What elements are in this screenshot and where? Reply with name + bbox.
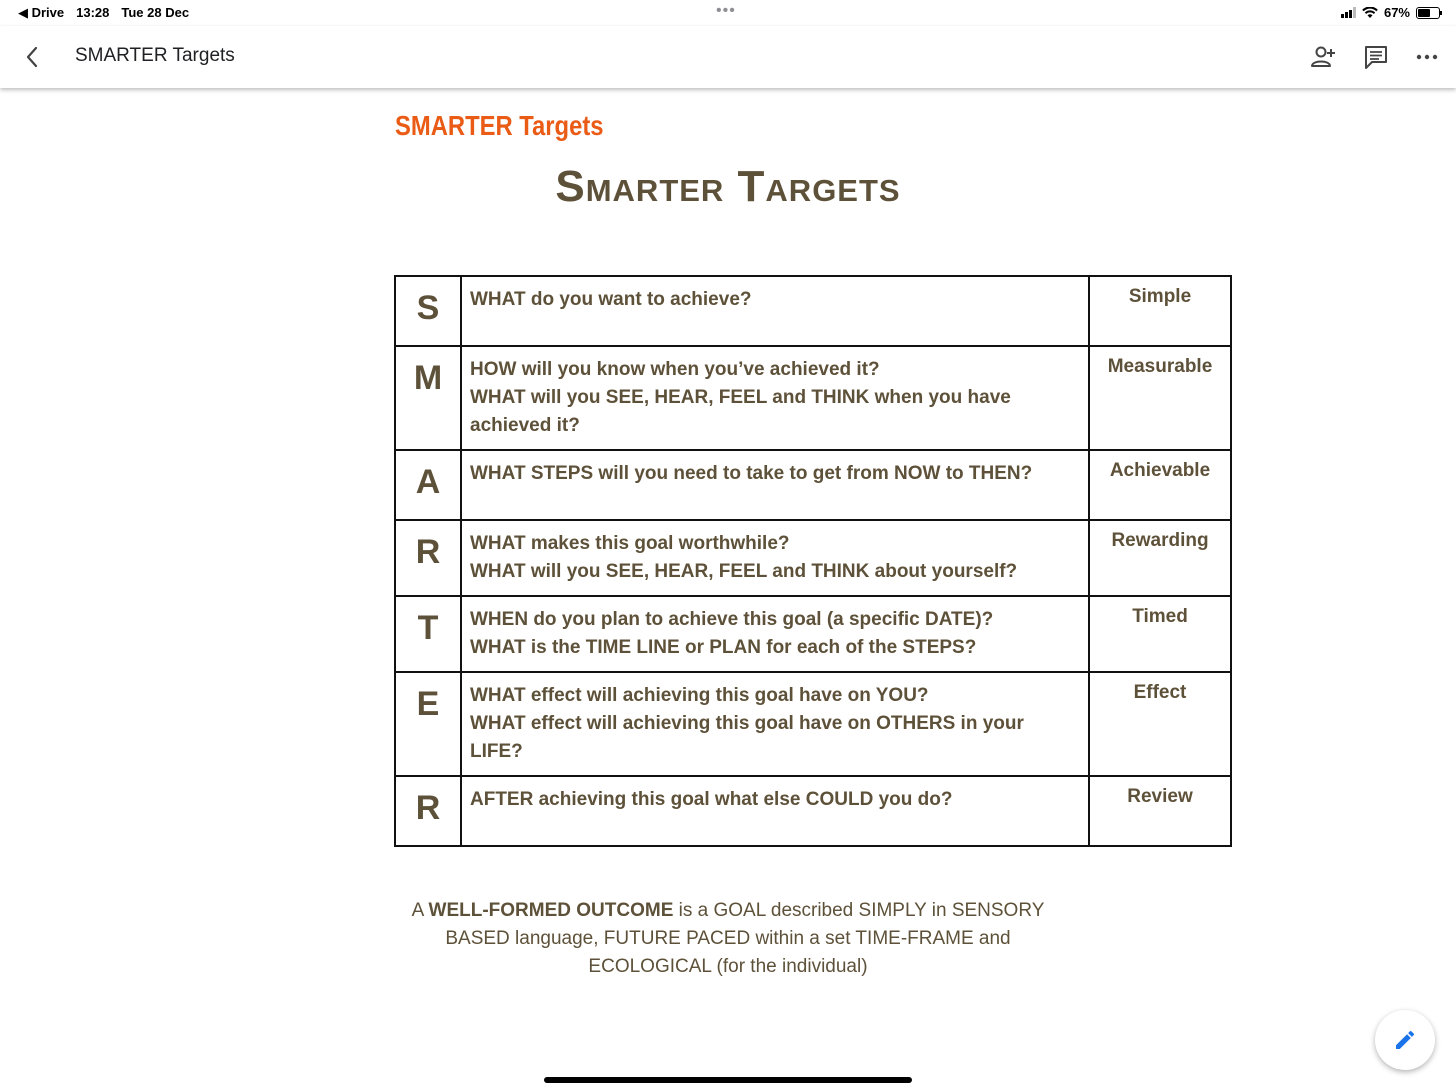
battery-icon (1416, 7, 1440, 19)
signal-icon (1341, 7, 1356, 18)
smarter-question (461, 450, 1089, 520)
edit-fab-button[interactable] (1375, 1010, 1435, 1070)
add-person-icon[interactable] (1309, 43, 1339, 71)
comment-icon[interactable] (1361, 43, 1391, 71)
smarter-word: Simple (1089, 276, 1231, 346)
document-title: SMARTER Targets (75, 45, 235, 66)
smarter-letter: R (395, 776, 461, 846)
question-line: WHAT will you SEE, HEAR, FEEL and THINK about yourself? (470, 561, 1018, 582)
wifi-icon (1362, 7, 1378, 19)
document-heading: Smarter Targets (555, 162, 901, 211)
battery-percent: 67% (1383, 5, 1410, 20)
question-line: WHAT effect will achieving this goal have on OTHERS in your LIFE? (470, 713, 1024, 762)
question-line: WHAT is the TIME LINE or PLAN for each of the STEPS? (470, 637, 977, 658)
smarter-letter: M (395, 346, 461, 450)
home-indicator[interactable] (544, 1077, 912, 1083)
smarter-question (461, 596, 1089, 672)
smarter-letter: R (395, 520, 461, 596)
smarter-word: Measurable (1089, 346, 1231, 450)
smarter-letter: T (395, 596, 461, 672)
table-row (395, 776, 1231, 846)
smarter-question (461, 276, 1089, 346)
app-toolbar (0, 26, 1456, 88)
smarter-word: Timed (1089, 596, 1231, 672)
more-icon[interactable] (1412, 43, 1442, 71)
table-row (395, 596, 1231, 672)
well-formed-outcome-text: A WELL-FORMED OUTCOME is a GOAL described SIMPLY in SENSORY BASED language, FUTURE PACED within a set TIME-FRAME and ECOLOGICAL (for the individual) (411, 900, 1045, 977)
table-row (395, 520, 1231, 596)
status-bar (0, 0, 1456, 26)
status-date: Tue 28 Dec (121, 5, 190, 20)
question-line: WHAT STEPS will you need to take to get from NOW to THEN? (470, 463, 1033, 484)
question-line: HOW will you know when you’ve achieved it? (470, 359, 880, 380)
smarter-table (394, 275, 1232, 847)
back-to-drive-link[interactable]: ◀ Drive (18, 5, 65, 20)
smarter-word: Effect (1089, 672, 1231, 776)
question-line: WHAT will you SEE, HEAR, FEEL and THINK when you have achieved it? (470, 387, 1011, 436)
multitasking-dots[interactable]: ••• (716, 2, 736, 19)
smarter-question (461, 672, 1089, 776)
smarter-word: Achievable (1089, 450, 1231, 520)
smarter-question (461, 520, 1089, 596)
back-chevron-icon[interactable] (20, 42, 46, 72)
smarter-letter: E (395, 672, 461, 776)
table-row (395, 346, 1231, 450)
question-line: AFTER achieving this goal what else COULD you do? (470, 789, 953, 810)
table-row (395, 276, 1231, 346)
document-header: SMARTER Targets (395, 110, 604, 141)
status-time: 13:28 (76, 5, 110, 20)
question-line: WHAT do you want to achieve? (470, 289, 752, 310)
table-row (395, 672, 1231, 776)
question-line: WHEN do you plan to achieve this goal (a specific DATE)? (470, 609, 994, 630)
pencil-icon (1393, 1028, 1417, 1052)
smarter-word: Review (1089, 776, 1231, 846)
smarter-letter: A (395, 450, 461, 520)
question-line: WHAT effect will achieving this goal have on YOU? (470, 685, 929, 706)
smarter-question (461, 346, 1089, 450)
smarter-word: Rewarding (1089, 520, 1231, 596)
table-row (395, 450, 1231, 520)
question-line: WHAT makes this goal worthwhile? (470, 533, 790, 554)
smarter-question (461, 776, 1089, 846)
smarter-letter: S (395, 276, 461, 346)
